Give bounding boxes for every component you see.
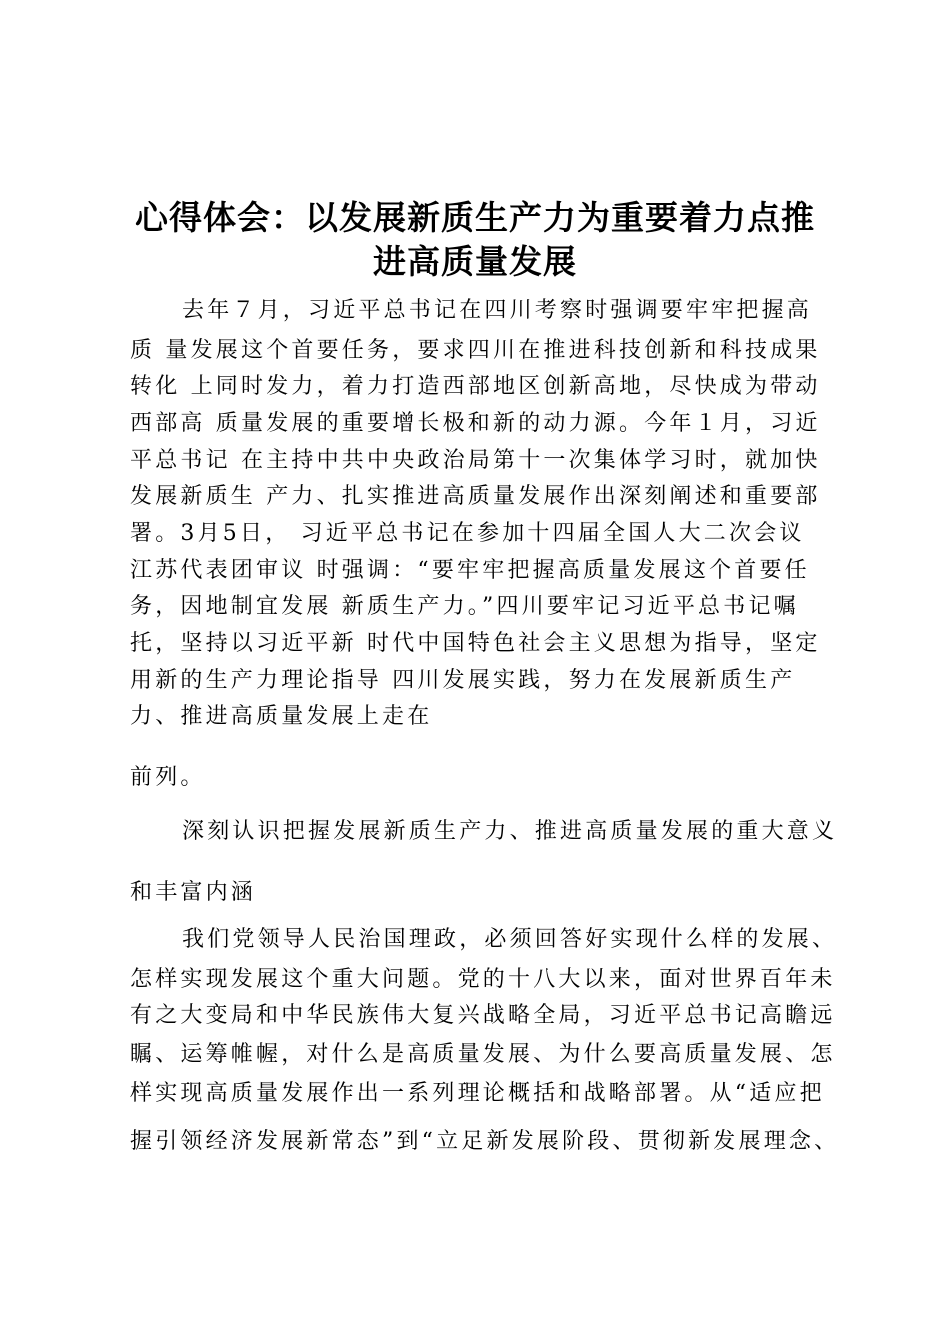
paragraph-line: 怎样实现发展这个重大问题。党的十八大以来，面对世界百年未 [130,967,836,992]
paragraph-line: 托，坚持以习近平新 时代中国特色社会主义思想为指导，坚定 [130,631,821,656]
paragraph-line: 样实现高质量发展作出一系列理论概括和战略部署。从“适应把 [130,1081,825,1106]
paragraph-line: 我们党领导人民治国理政，必须回答好实现什么样的发展、 [182,927,838,952]
paragraph-line: 务，因地制宜发展 新质生产力。”四川要牢记习近平总书记嘱 [130,594,799,619]
document-title-line-2: 进高质量发展 [373,242,577,281]
paragraph-line: 转化 上同时发力，着力打造西部地区创新高地，尽快成为带动 [130,374,821,399]
paragraph-line: 用新的生产力理论指导 四川发展实践，努力在发展新质生产 [130,668,796,693]
section-heading-line-1: 深刻认识把握发展新质生产力、推进高质量发展的重大意义 [182,819,838,844]
document-title-line-1: 心得体会：以发展新质生产力为重要着力点推 [135,198,815,237]
paragraph-line: 瞩、运筹帷幄，对什么是高质量发展、为什么要高质量发展、怎 [130,1042,836,1067]
paragraph-line: 握引领经济发展新常态”到“立足新发展阶段、贯彻新发展理念、 [130,1129,840,1154]
paragraph-line: 力、推进高质量发展上走在 [130,704,433,729]
paragraph-line: 发展新质生 产力、扎实推进高质量发展作出深刻阐述和重要部 [130,484,821,509]
paragraph-line: 署。3月5日， 习近平总书记在参加十四届全国人大二次会议 [130,521,805,546]
paragraph-line: 江苏代表团审议 时强调：“要牢牢把握高质量发展这个首要任 [130,558,810,583]
section-heading-line-2: 和丰富内涵 [130,880,257,905]
paragraph-line: 西部高 质量发展的重要增长极和新的动力源。今年１月，习近 [130,411,821,436]
paragraph-line: 去年７月，习近平总书记在四川考察时强调要牢牢把握高 [182,298,813,323]
paragraph-line: 平总书记 在主持中共中央政治局第十一次集体学习时，就加快 [130,448,821,473]
paragraph-line: 有之大变局和中华民族伟大复兴战略全局，习近平总书记高瞻远 [130,1003,836,1028]
paragraph-line: 前列。 [130,765,206,790]
paragraph-line: 质 量发展这个首要任务，要求四川在推进科技创新和科技成果 [130,338,821,363]
